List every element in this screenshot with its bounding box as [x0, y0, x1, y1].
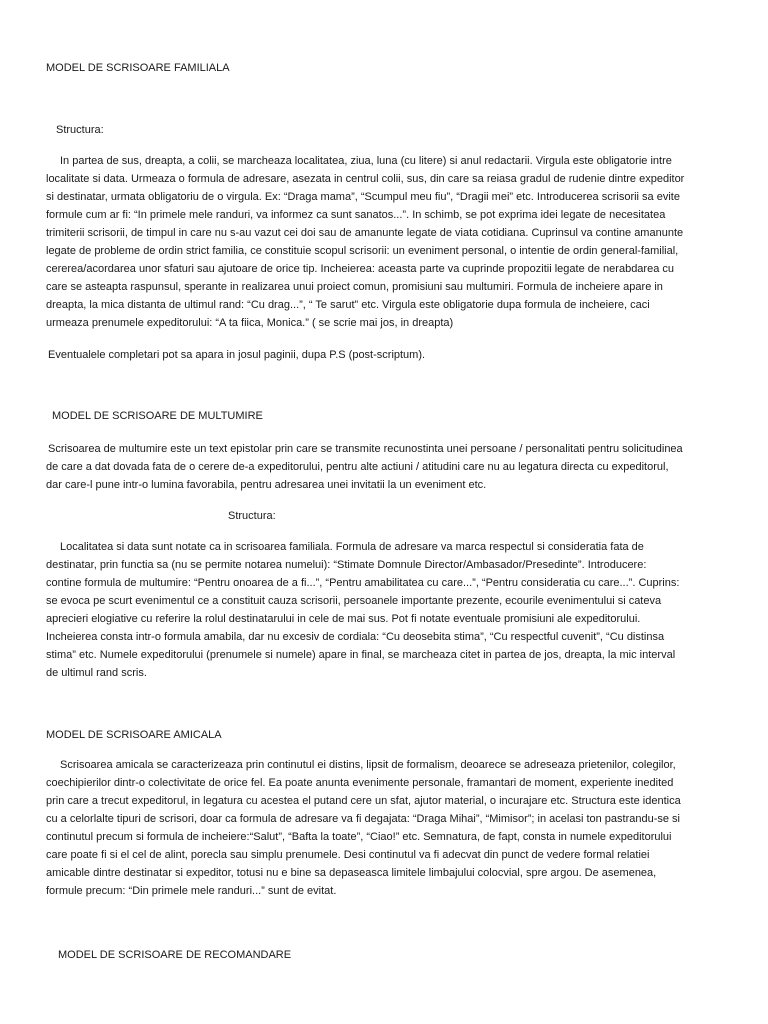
heading-amicala: MODEL DE SCRISOARE AMICALA — [46, 729, 222, 741]
paragraph-amicala: Scrisoarea amicala se caracterizeaza prin continutul ei distins, lipsit de formalism, deoarece se adreseaza prietenilor, colegilor, coechipierilor dintr-o colectivitate de orice fel. Ea poate anunta evenimente personale, framantari de moment, experiente inedited prin care a trecut expeditorul, in legatura cu acestea el putand cere un sfat, ajutor material, o incurajare etc. Structura este identica cu a celorlalte tipuri de scrisori, doar ca formula de adresare va fi degajata: “Draga Mihai”, “Mimisor”; in acelasi ton pastrandu-se si continutul precum si formula de incheiere:“Salut”, “Bafta la toate”, “Ciao!” etc. Semnatura, de fapt, consta in numele expeditorului care poate fi si el cel de alint, porecla sau simplu prenumele. Desi continutul va fi adecvat din punct de vedere formal relatiei amicable dintre destinatar si expeditor, totusi nu e bine sa depaseasca limitele limbajului colocvial, spre argou. De asemenea, formule precum: “Din primele mele randuri...” sunt de evitat. — [46, 759, 681, 897]
heading-multumire: MODEL DE SCRISOARE DE MULTUMIRE — [52, 410, 263, 422]
intro-multumire: Scrisoarea de multumire este un text epistolar prin care se transmite recunostinta unei persoane / personalitati pentru solicitudinea de care a dat dovada fata de o cerere de-a expeditorului, pentru alte actiuni / atitudini care nu au legatura directa cu expeditorul, dar care-l pune intr-o lumina favorabila, pentru adresarea unei invitatii la un eveniment etc. — [46, 443, 683, 491]
ps-note: Eventualele completari pot sa apara in josul paginii, dupa P.S (post-scriptum). — [48, 349, 426, 361]
heading-recomandare: MODEL DE SCRISOARE DE RECOMANDARE — [58, 949, 292, 961]
paragraph-multumire: Localitatea si data sunt notate ca in scrisoarea familiala. Formula de adresare va marca respectul si consideratia fata de destinatar, prin functia sa (nu se permite notarea numelui): “Stimate Domnule Director/Ambasador/Presedinte”. Introducere: contine formula de multumire: “Pentru onoarea de a fi...”, “Pentru amabilitatea cu care...”, “Pentru consideratia cu care...”. Cuprins: se evoca pe scurt evenimentul ce a constituit cauza scrisorii, persoanele importante prezente, ecourile evenimentului si cateva aprecieri elogiative cu referire la rolul destinatarului in cele de mai sus. Pot fi notate eventuale promisiuni ale expeditorului. Incheierea consta intr-o formula amabila, dar nu excesiv de cordiala: “Cu deosebita stima”, “Cu respectful cuvenit”, “Cu distinsa stima” etc. Numele expeditorului (prenumele si numele) apare in final, se marcheaza citet in partea de jos, dreapta, la mic interval de ultimul rand scris. — [46, 541, 680, 679]
heading-familiala: MODEL DE SCRISOARE FAMILIALA — [46, 62, 230, 74]
structura-label-familiala: Structura: — [56, 124, 104, 136]
structura-label-multumire: Structura: — [228, 510, 276, 522]
paragraph-familiala: In partea de sus, dreapta, a colii, se marcheaza localitatea, ziua, luna (cu litere) si anul redactarii. Virgula este obligatorie intre localitate si data. Urmeaza o formula de adresare, asezata in centrul colii, sus, din care sa reiasa gradul de rudenie dintre expeditor si destinatar, urmata obligatoriu de o virgula. Ex: “Draga mama”, “Scumpul meu fiu”, “Dragii mei” etc. Introducerea scrisorii sa evite formule cum ar fi: “In primele mele randuri, va informez ca sunt sanatos...”. In schimb, se pot exprima idei legate de necesitatea trimiterii scrisorii, de timpul in care nu s-au vazut cei doi sau de amanunte legate de viata cotidiana. Cuprinsul va contine amanunte legate de probleme de ordin strict familia, ce constituie scopul scrisorii: un eveniment personal, o intentie de ordin general-familial, cererea/acordarea unor sfaturi sau ajutoare de orice tip. Incheierea: aceasta parte va cuprinde propozitii legate de nerabdarea cu care se asteapta raspunsul, sperante in realizarea unui proiect comun, promisiuni sau multumiri. Formula de incheiere apare in dreapta, la mica distanta de ultimul rand: “Cu drag...”, “ Te sarut” etc. Virgula este obligatorie dupa formula de incheiere, caci urmeaza prenumele expeditorului: “A ta fiica, Monica.” ( se scrie mai jos, in dreapta) — [46, 155, 685, 329]
